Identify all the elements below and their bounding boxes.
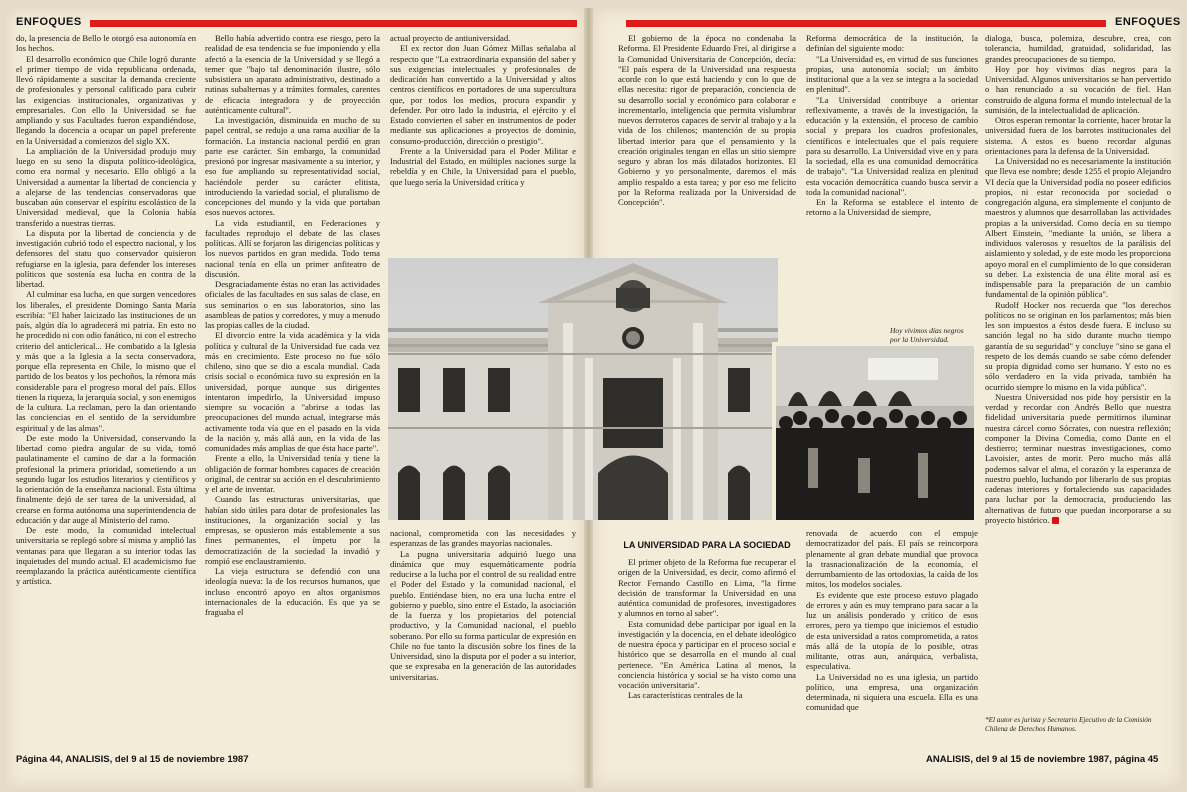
paragraph: La investigación, disminuida en mucho de su papel central, se redujo a una rama auxiliar de la formación. La instancia nacional perdió en gran parte ese carácter. Sin embargo, la comunidad presionó por ingresar masivamente a su interior, y eso fue ampliando su representatividad social, haciéndole perder su carácter elitista, introduciendo la variedad social, el pluralismo de concepciones del mundo y la vida que portaban esos nuevos actores. bbox=[205, 115, 380, 218]
paragraph: El desarrollo económico que Chile logró durante el primer tiempo de vida republicana ordenada, llevó rápidamente a suscitar la demanda creciente de profesionales y personal calificado para cubrir las exigencias institucionales, organizativas y empresariales. Con ello la Universidad se fue ampliando y sus Facultades fueron expandiéndose, llegando la docencia a ocupar un papel preferente en la Universidad a comienzos del siglo XX. bbox=[16, 53, 196, 146]
paragraph: El ex rector don Juan Gómez Millas señalaba al respecto que "La extraordinaria expansión del saber y sus exigencias intelectuales y profesionales de dedicación han convertido a la Universidad y altos centros científicos en portadores de una supercultura que, por todos los medios, procura expandir y defender. Por otro lado la industria, el ejército y el Estado convierten el saber en instrumentos de poder mediante sus aplicaciones a proyectos de dominio, consumo-producción, dirección o prestigio". bbox=[390, 43, 576, 146]
paragraph: El primer objeto de la Reforma fue recuperar el origen de la Universidad, es decir, como afirmó el Rector Fernando Castillo en Lima, "la firme decisión de transformar la Universidad en una auténtica comunidad de profesores, investigadores y alumnos en torno al saber". bbox=[618, 557, 796, 619]
paragraph: Desgraciadamente éstas no eran las actividades oficiales de las facultades en sus salas de clase, en sus seminarios o en sus laboratorios, sino las asambleas de patios y corredores, y muy a menudo las propias calles de la ciudad. bbox=[205, 279, 380, 330]
article-column-2 bbox=[205, 33, 380, 746]
paragraph: La vieja estructura se defendió con una ideología nueva: la de los recursos humanos, que incluso encontró apoyo en altos organismos internacionales de la educación. Es que ya se fraguaba el bbox=[205, 566, 380, 617]
paragraph: do, la presencia de Bello le otorgó esa autonomía en los hechos. bbox=[16, 33, 196, 54]
paragraph: "La Universidad es, en virtud de sus funciones propias, una autonomía social; un ámbito institucional que a la vez se integra a la sociedad en plenitud". bbox=[806, 53, 978, 95]
paragraph: renovada de acuerdo con el empuje democratizador del país. El país se reincorpora plenamente al gran debate mundial que provoca la trasnacionalización de la economía, el derrumbamiento de las ortodoxias, la caída de los mitos, los modelos sociales. bbox=[806, 528, 978, 590]
paragraph: Reforma democrática de la institución, la definían del siguiente modo: bbox=[806, 33, 978, 54]
section-tag-left: ENFOQUES bbox=[16, 16, 82, 28]
paragraph: La Universidad no es una iglesia, un partido político, una empresa, una organización determinada, ni siquiera una escuela. Ella es una comunidad que bbox=[806, 671, 978, 713]
paragraph: Cuando las estructuras universitarias, que habían sido útiles para dotar de profesionales las instituciones, la organización social y las empresas, se opusieron más establemente a sus fines permanentes, el ímpetu por la democratización de la sociedad la invadió y rompió ese enclaustramiento. bbox=[205, 494, 380, 566]
paragraph: actual proyecto de antiuniversidad. bbox=[390, 33, 511, 43]
paragraph: Frente a la Universidad para el Poder Militar e Industrial del Estado, en múltiples naciones surge la rebeldía y en Chile, la Universidad para el pueblo, que luego sería la Universidad crítica y bbox=[390, 145, 576, 187]
end-of-article-mark-icon bbox=[1052, 517, 1059, 524]
paragraph: Al culminar esa lucha, en que surgen vencedores los liberales, el presidente Domingo Santa María escribía: "El haber laicizado las instituciones de un país, algún día lo agradecerá mi patria. En esto no he procedido ni con odio fanático, ni con el estrecho criterio del anticlerical... He combatido a la Iglesia y más que a la Iglesia a la secta conservadora, porque ella representa en Chile, lo mismo que el partido de los beatos y los pechoños, la rémora más considerable para el progreso moral del país. Ellos tienen la riqueza, la jerarquía social, y son enemigos de la cultura. La reclaman, pero la dan orientando las conciencias en el sentido de la servidumbre espiritual y de las almas". bbox=[16, 289, 196, 433]
paragraph: En la Reforma se establece el intento de retorno a la Universidad de siempre, bbox=[806, 197, 978, 218]
paragraph: De este modo la Universidad, conservando la libertad como piedra angular de su vida, tomó paulatinamente el camino de dar a la formación profesional la primera prioridad, sometiendo a un segundo lugar los estudios literarios y científicos y la orientación de la enseñanza nacional. Esta última finalmente dejó de ser tarea de la universidad, al crearse en forma autónoma una superintendencia de educación y dar auge al Ministerio del ramo. bbox=[16, 432, 196, 525]
paragraph: La pugna universitaria adquirió luego una dinámica que muy esquemáticamente podría reducirse a la lucha por el control de su realidad entre el Poder del Estado y la comunidad nacional, el pueblo. Entiéndase bien, no era una lucha entre el gobierno y pueblo, sino entre el Estado, la asociación de la fuerza y los propietarios del potencial productivo, y la Comunidad nacional, el pueblo soberano. Por ello su forma particular de expresión en Chile no fue tanto la discusión sobre los fines de la Universidad, sino la disputa por el poder a su interior, que se expresaba en la generación de las autoridades universitarias. bbox=[390, 548, 576, 682]
paragraph: Hoy por hoy vivimos días negros para la Universidad. Algunos universitarios se han pervertido o han renunciado a su vocación de fiel. Han construido de alguna forma el mundo intelectual de la sumisión, de la intelectualidad de aplicación. bbox=[985, 63, 1171, 115]
header-accent-bar-left bbox=[90, 20, 577, 27]
article-column-1 bbox=[16, 33, 196, 746]
article-column-6 bbox=[985, 33, 1171, 711]
paragraph: De este modo, la comunidad intelectual universitaria se replegó sobre sí misma y amplió las ventanas para que llegaran a su interior todas las inquietudes del mundo actual. El academicismo fue reemplazando la práctica auténticamente científica y artística. bbox=[16, 525, 196, 587]
closing-paragraph: Nuestra Universidad nos pide hoy persistir en la verdad y recordar con Andrés Bello que nuestra fidelidad universitaria puede permitirnos iluminar nuestra cárcel como Sócrates, con nuestra reflexión; componer la Divina Comedia, como Dante en el destierro; terminar nuestras investigaciones, como Lavoisier, antes de morir. Pero mucho más allá podemos salvar el alma, el corazón y la esperanza de nuestro pueblo, luchando por liberarlo de sus propias cadenas interiores y fortaleciendo sus capacidades para luchar por la democracia, produciendo las alternativas de futuro que puedan incorporarse a su proyecto histórico. bbox=[985, 391, 1171, 525]
article-column-3-top bbox=[390, 33, 576, 255]
folio-right: ANALISIS, del 9 al 15 de noviembre 1987, página 45 bbox=[926, 754, 1159, 765]
paragraph: nacional, comprometida con las necesidades y esperanzas de las grandes mayorías nacionales. bbox=[390, 528, 576, 549]
header-accent-bar-right bbox=[626, 20, 1106, 27]
paragraph: Frente a ello, la Universidad tenía y tiene la obligación de formar hombres capaces de creación original, de centrar su acción en el descubrimiento y el arte de inventar. bbox=[205, 453, 380, 494]
article-column-3-bottom bbox=[390, 528, 576, 746]
paragraph: La ampliación de la Universidad produjo muy luego en su seno la disputa político-ideológica, como era normal y necesario. Ello obligó a la Universidad a aumentar la libertad de conciencia y a alejarse de las tendencias conservadoras que buscaban aún conservar el espíritu escolástico de la Universidad medieval, que la Colonia había transferido a nuestras tierras. bbox=[16, 145, 196, 228]
section-subheading: LA UNIVERSIDAD PARA LA SOCIEDAD bbox=[623, 540, 791, 550]
author-note: *El autor es jurista y Secretario Ejecutivo de la Comisión Chilena de Derechos Humanos. bbox=[985, 716, 1152, 733]
article-column-5-top bbox=[806, 33, 978, 255]
article-column-4-bottom bbox=[618, 540, 796, 746]
paragraph: "La Universidad contribuye a orientar reflexivamente, a través de la investigación, la educación y la extensión, el proceso de cambio social y prepara los cuadros profesionales, científicos e intelectuales que el país requiere para su desarrollo. La Universidad vive en y para la sociedad, ella es una comunidad democrática de trabajo". "La Universidad realiza en plenitud esta vocación democrática cuando busca servir a toda la comunidad nacional". bbox=[806, 94, 978, 197]
paragraph: El divorcio entre la vida académica y la vida política y cultural de la Universidad fue cada vez más en crecimiento. Este proceso no fue sólo chileno, sino que se dio a escala mundial. Cada crisis social o económica tuvo su expresión en la universidad, porque aunque sus dirigentes intentaron impedirlo, la Universidad impuso siempre su vocación a "abrirse a todas las preocupaciones del mundo actual, integrarse más activamente toda vía que en el pasado en la vida de la nación y, más allá aun, en la vida de las comunidades más amplias de que ésta hace parte". bbox=[205, 330, 380, 453]
university-building-photo bbox=[388, 258, 974, 520]
section-tag-right: ENFOQUES bbox=[1115, 16, 1181, 28]
article-column-4-top bbox=[618, 33, 796, 255]
paragraph: La disputa por la libertad de conciencia y de investigación cubrió todo el espectro nacional, y los defensores del statu quo conservador quisieron refugiarse en la iglesia, para defender los intereses políticos que sostenía esa lucha en contra de la libertad. bbox=[16, 227, 196, 289]
paragraph: Otros esperan remontar la corriente, hacer brotar la universidad fuera de los barrotes institucionales del sistema. A estos es bueno recordar algunas orientaciones para la defensa de la Universidad. bbox=[985, 115, 1171, 156]
paragraph: Esta comunidad debe participar por igual en la investigación y la docencia, en el debate ideológico de nuestra época y participar en el proceso social e histórico que se desarrolla en el mundo al cual pertenece. "En América Latina al menos, la conciencia histórica y social se ha visto como una vocación universitaria". bbox=[618, 618, 796, 690]
paragraph: La vida estudiantil, en Federaciones y facultades reprodujo el debate de las clases políticas. Allí se forjaron las dirigencias políticas y los nuevos partidos en gran medida. Todo tema nacional tenía en ella un primer anfiteatro de discusión. bbox=[205, 217, 380, 279]
folio-left: Página 44, ANALISIS, del 9 al 15 de noviembre 1987 bbox=[16, 754, 249, 765]
paragraph: Rudolf Hocker nos recuerda que "los derechos políticos no se originan en los parlamentos; más bien les son impuestos a éstos desde fuera. E incluso su sanción legal no ha sido durante mucho tiempo garantía de su seguridad" y concluye "sino se gana el respeto de los demás cuando se sabe cómo defender su propia dignidad como ser humano. Y esto no es sólo verdadero en la vida privada, también ha ocurrido siempre lo mismo en la vida pública". bbox=[985, 299, 1171, 392]
paragraph: Es evidente que este proceso estuvo plagado de errores y aún es muy temprano para sacar a la luz un análisis ponderado y crítico de esos errores, pero ya tiempo que iniciemos el estudio de esta universidad a ratos comprometida, a ratos más allá de la utopía de lo posible, otras militante, otras aun, anárquica, verbalista, especulativa. bbox=[806, 589, 978, 672]
paragraph: La Universidad no es necesariamente la institución que lleva ese nombre; desde 1255 el propio Alejandro VI decía que la Universidad podía no poseer edificios propios, ni estar reconocida por sociedad o congregación alguna, era simplemente el conjunto de maestros y alumnos que desarrollaban las actividades propias a la universidad. Como decía en su tiempo Albert Einstein, "mediante la unión, se libera a individuos valerosos y resueltos de la parálisis del aislamiento y soledad, y de este modo les proporciona apoyo moral en el cumplimiento de lo que consideran su deber. La existencia de una élite moral así es indispensable para la preparación de un cambio fundamental de la opinión pública". bbox=[985, 156, 1171, 300]
article-column-5-bottom bbox=[806, 528, 978, 746]
photo-caption: Hoy vivimos días negros por la Universidad. bbox=[890, 326, 964, 344]
paragraph: dialoga, busca, polemiza, descubre, crea, con tolerancia, humildad, gratuidad, solidaridad, las grandes preocupaciones de su tiempo. bbox=[985, 33, 1171, 64]
paragraph: Bello había advertido contra ese riesgo, pero la realidad de esa tendencia se fue imponiendo y ella afectó a la esencia de la Universidad y se llegó a temer que "bajo tal denominación ilustre, sólo subsistiera un aparato administrativo, destinado a rutinas subalternas y a trámites formales, carentes de eficacia integradora y de proyección auténticamente cultural". bbox=[205, 33, 380, 115]
facade-illustration bbox=[388, 258, 974, 520]
paragraph: El gobierno de la época no condenaba la Reforma. El Presidente Eduardo Frei, al dirigirse a la Comunidad Universitaria de Concepción, decía: "El país espera de la Universidad una respuesta acorde con lo que está haciendo y con lo que de ellas necesita: rigor de preparación, conciencia de su desarrollo social y económico para colaborar e incrementarlo, inteligencia que permita vislumbrar nuevos derroteros capaces de servir al trabajo y a la vida de los chilenos; mantención de su propia libertad interior para que el pensamiento y la creación originales tengan en ellas un sitio siempre seguro y abran los más dilatados horizontes. El Gobierno y yo personalmente, daremos el más amplio respaldo a esta tarea; y por eso me felicito por la Reforma realizada por la Universidad de Concepción". bbox=[618, 33, 796, 207]
paragraph: Las características centrales de la bbox=[628, 690, 743, 701]
paragraph bbox=[985, 392, 1171, 525]
